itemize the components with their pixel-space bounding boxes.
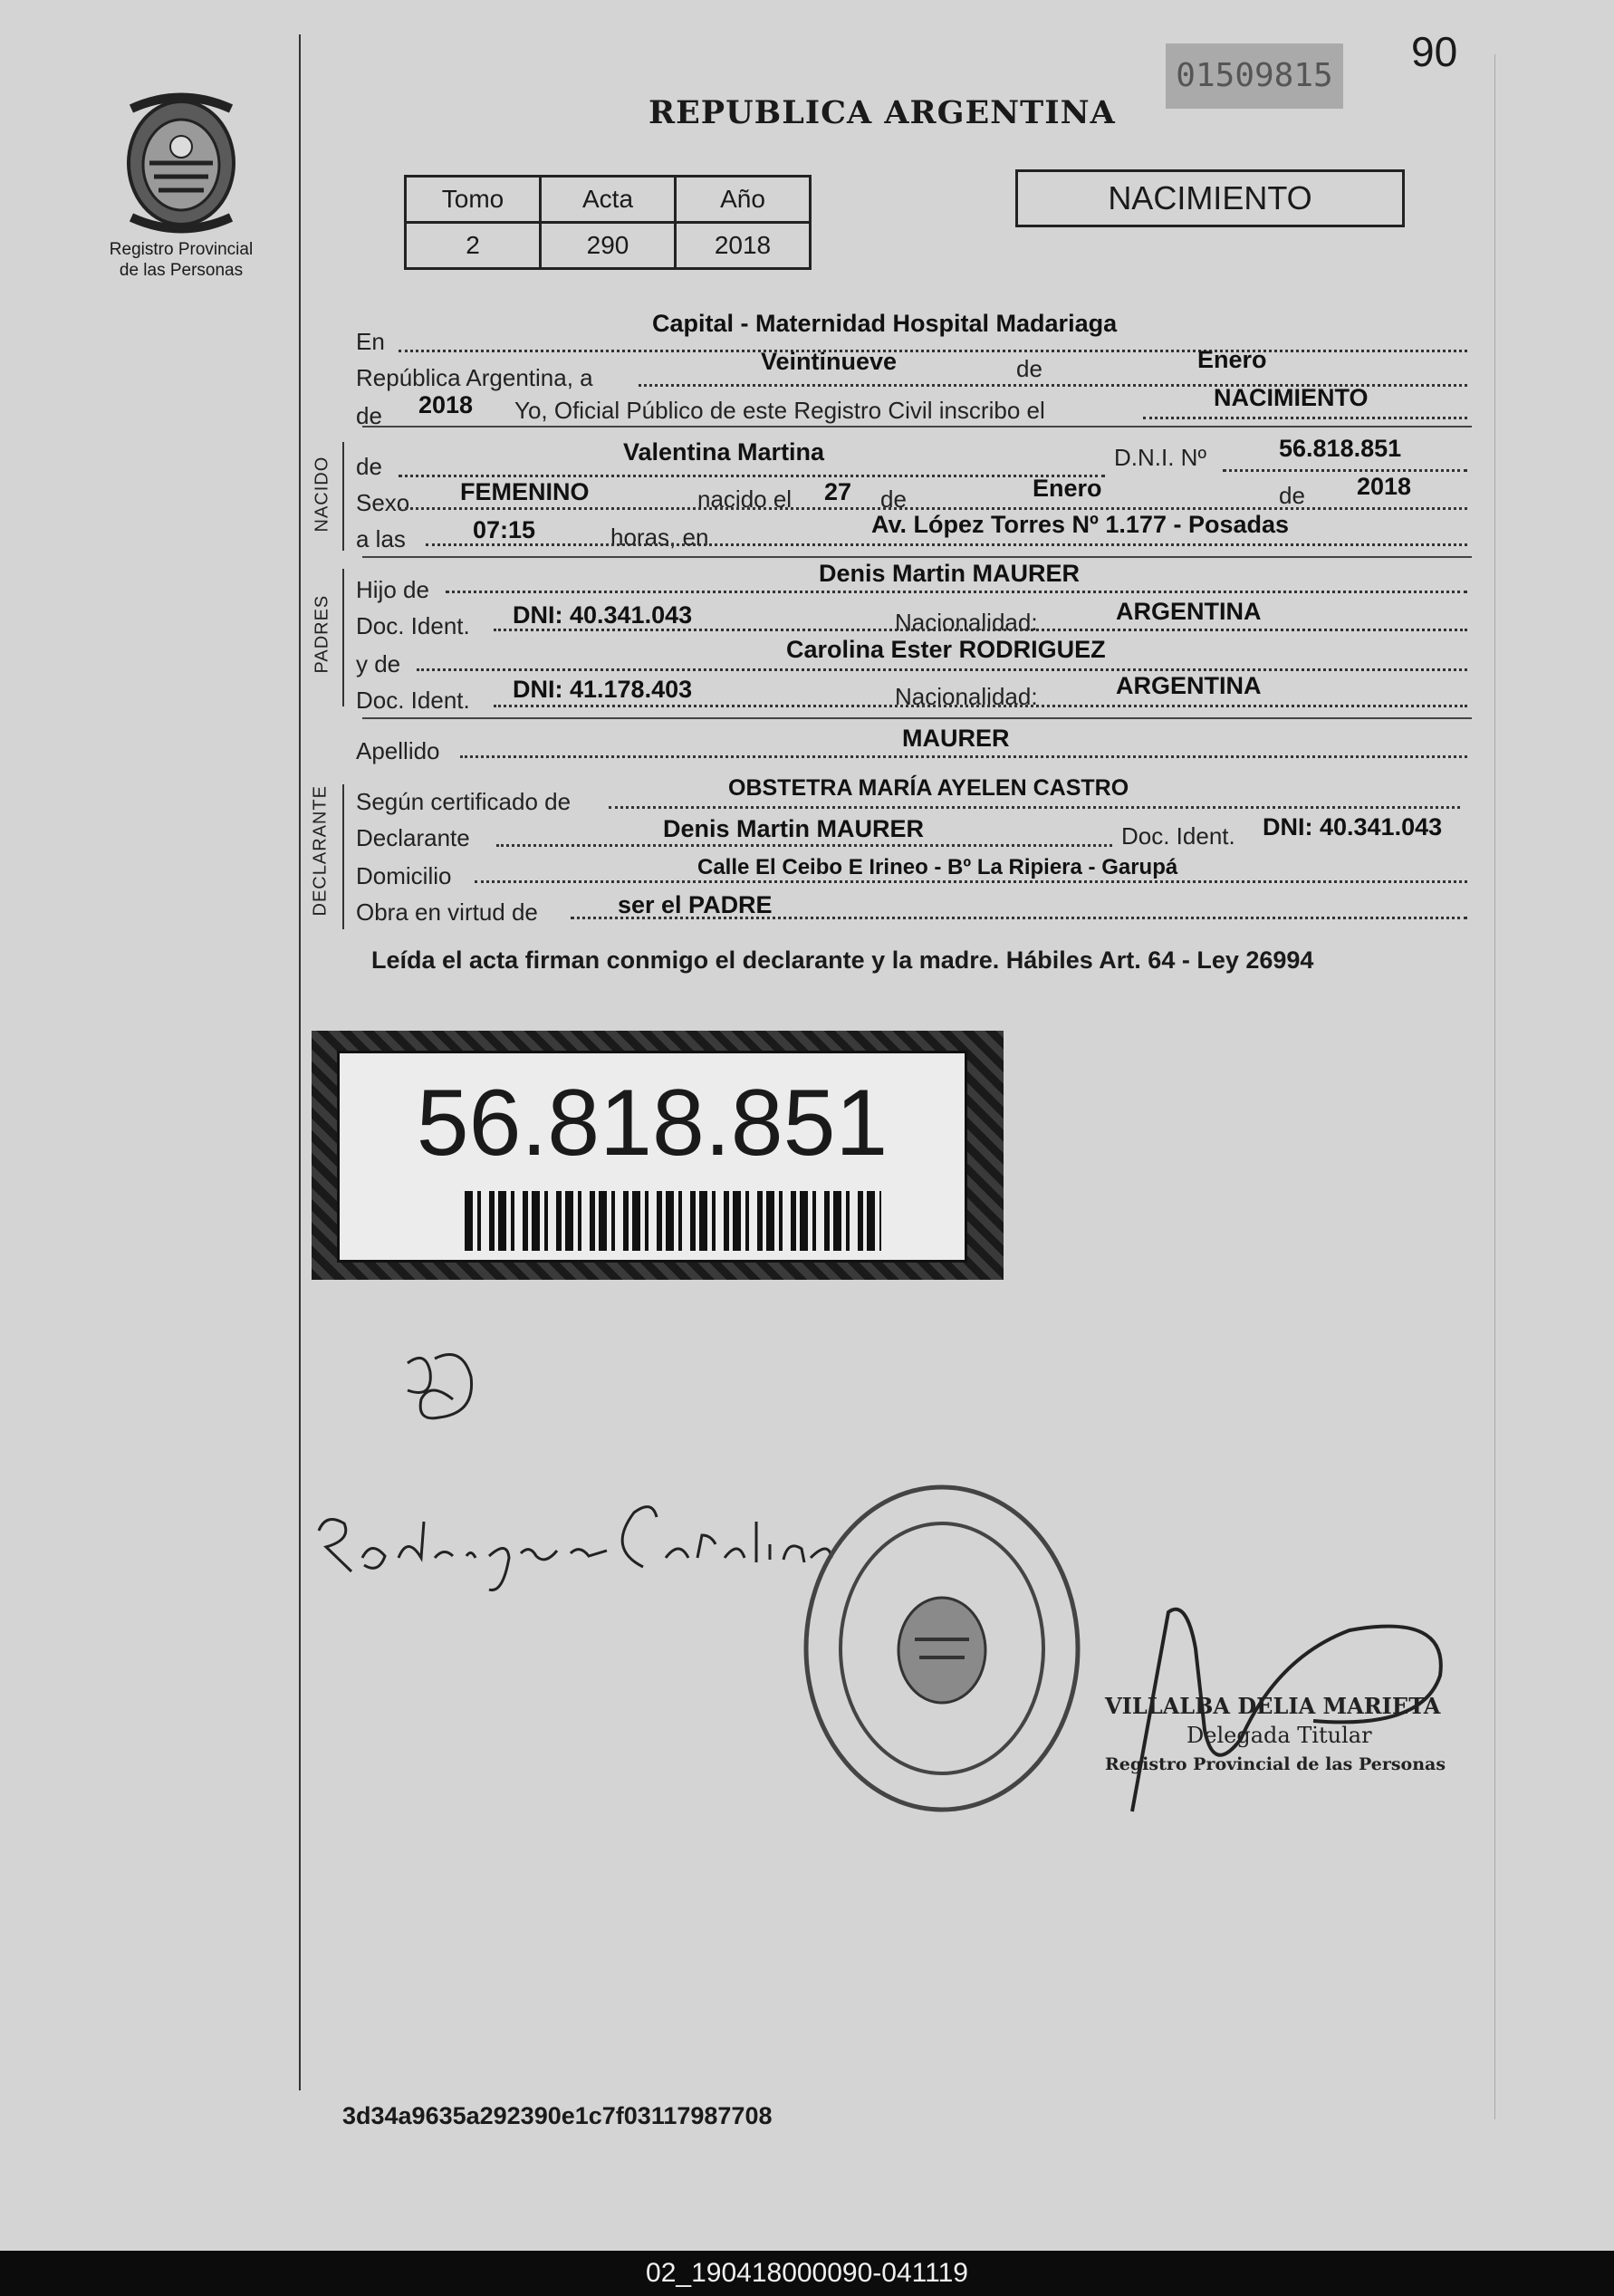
official-name: VILLALBA DELIA MARIETA — [1105, 1693, 1441, 1719]
legend-text: Leída el acta firman conmigo el declarante y la madre. Hábiles Art. 64 - Ley 26994 — [371, 946, 1314, 974]
de5-label: de — [1279, 482, 1305, 509]
doc-type-box: NACIMIENTO — [1015, 169, 1405, 227]
nacido-side-label: NACIDO — [312, 456, 332, 533]
hora-value: 07:15 — [473, 516, 536, 543]
acta-header: Acta — [541, 177, 676, 223]
cert-label: Según certificado de — [356, 788, 572, 815]
dni-sticker — [312, 1031, 1004, 1280]
inscripcion-dots — [1143, 399, 1467, 419]
en-label: En — [356, 328, 385, 355]
declarante-side-label: DECLARANTE — [310, 785, 331, 917]
section-divider-2 — [362, 556, 1472, 558]
dia-value: Veintinueve — [761, 348, 898, 375]
sexo-row-dots — [399, 489, 1467, 510]
anio-text: 2018 — [418, 391, 474, 418]
mother-signature — [308, 1494, 833, 1603]
barcode — [465, 1191, 881, 1251]
decl-doc-label: Doc. Ident. — [1121, 822, 1235, 850]
padre-doc-value: DNI: 40.341.043 — [513, 601, 693, 629]
de2-label: de — [356, 402, 382, 429]
de-label: de — [1016, 355, 1042, 382]
mes-value: Enero — [1197, 346, 1267, 373]
alas-label: a las — [356, 525, 406, 552]
en-value: Capital - Maternidad Hospital Madariaga — [652, 310, 1118, 337]
anio-nac-value: 2018 — [1357, 473, 1412, 500]
padres-bracket — [342, 569, 344, 706]
lugar-value: Av. López Torres Nº 1.177 - Posadas — [871, 511, 1290, 538]
certificado-value: OBSTETRA MARÍA AYELEN CASTRO — [728, 775, 1129, 801]
horas-label: horas, en — [610, 524, 709, 551]
nombre-value: Valentina Martina — [623, 438, 825, 466]
de4-label: de — [880, 485, 907, 513]
padre-nac-value: ARGENTINA — [1116, 598, 1262, 625]
yo-label: Yo, Oficial Público de este Registro Civil inscribo el — [514, 397, 1045, 424]
sexo-value: FEMENINO — [460, 478, 590, 505]
section-divider-1 — [362, 426, 1472, 427]
registry-line-1: Registro Provincial — [109, 240, 254, 259]
madre-value: Carolina Ester RODRIGUEZ — [786, 636, 1106, 663]
dni-label: D.N.I. Nº — [1114, 444, 1206, 471]
madre-nac-value: ARGENTINA — [1116, 672, 1262, 699]
document-hash: 3d34a9635a292390e1c7f03117987708 — [342, 2102, 773, 2129]
father-signature — [389, 1336, 489, 1436]
apellido-label: Apellido — [356, 737, 440, 764]
registry-line-2: de las Personas — [119, 261, 244, 280]
page-number: 90 — [1411, 28, 1458, 75]
decl-label: Declarante — [356, 824, 470, 851]
official-stamp — [1105, 1692, 1446, 1779]
tomo-value: 2 — [406, 223, 541, 269]
yde-label: y de — [356, 650, 401, 677]
padre-nac-label: Nacionalidad: — [895, 609, 1038, 636]
dom-label: Domicilio — [356, 862, 452, 889]
madre-nac-label: Nacionalidad: — [895, 683, 1038, 710]
acta-value: 290 — [541, 223, 676, 269]
alas-row-dots — [426, 525, 1467, 546]
dia-nac-value: 27 — [824, 478, 852, 505]
decl-dots — [496, 826, 1112, 847]
decl-doc-value: DNI: 40.341.043 — [1263, 813, 1443, 841]
dni-value: 56.818.851 — [1279, 435, 1402, 462]
margin-rule — [299, 34, 301, 2090]
madre-doc-value: DNI: 41.178.403 — [513, 676, 693, 703]
right-margin-rule — [1494, 54, 1495, 2119]
sticker-number: 56.818.851 — [416, 1071, 889, 1176]
sexo-label: Sexo — [356, 489, 410, 516]
anio-value: 2018 — [676, 223, 811, 269]
section-divider-3 — [362, 717, 1472, 719]
official-org: Registro Provincial de las Personas — [1105, 1754, 1446, 1774]
province-logo — [113, 91, 249, 235]
inscripcion-value: NACIMIENTO — [1214, 384, 1369, 411]
padre-value: Denis Martin MAURER — [819, 560, 1081, 587]
declarante-value: Denis Martin MAURER — [663, 815, 925, 842]
padre-doc-dots — [494, 610, 1467, 631]
tomo-acta-anio-table — [404, 175, 812, 270]
sticker-inner — [337, 1051, 967, 1263]
tomo-header: Tomo — [406, 177, 541, 223]
official-seal — [797, 1476, 1087, 1820]
document-title: REPUBLICA ARGENTINA — [648, 94, 1116, 131]
official-title: Delegada Titular — [1186, 1723, 1372, 1748]
domicilio-value: Calle El Ceibo E Irineo - Bº La Ripiera - Garupá — [697, 855, 1178, 879]
obra-label: Obra en virtud de — [356, 898, 538, 926]
obra-value: ser el PADRE — [618, 891, 773, 918]
nacido-label: nacido el — [697, 485, 793, 513]
registry-caption — [91, 239, 272, 281]
mes-nac-value: Enero — [1033, 475, 1102, 502]
republica-label: República Argentina, a — [356, 364, 593, 391]
apellido-value: MAURER — [902, 725, 1010, 752]
madre-docid-label: Doc. Ident. — [356, 687, 470, 714]
madre-doc-dots — [494, 687, 1467, 707]
hijo-label: Hijo de — [356, 576, 429, 603]
padres-side-label: PADRES — [312, 594, 332, 674]
declarante-bracket — [342, 784, 344, 929]
nacido-bracket — [342, 442, 344, 551]
footer-filename: 02_190418000090-041119 — [0, 2251, 1614, 2296]
serial-number: 01509815 — [1166, 43, 1343, 109]
de3-label: de — [356, 453, 382, 480]
anio-header: Año — [676, 177, 811, 223]
padre-docid-label: Doc. Ident. — [356, 612, 470, 639]
